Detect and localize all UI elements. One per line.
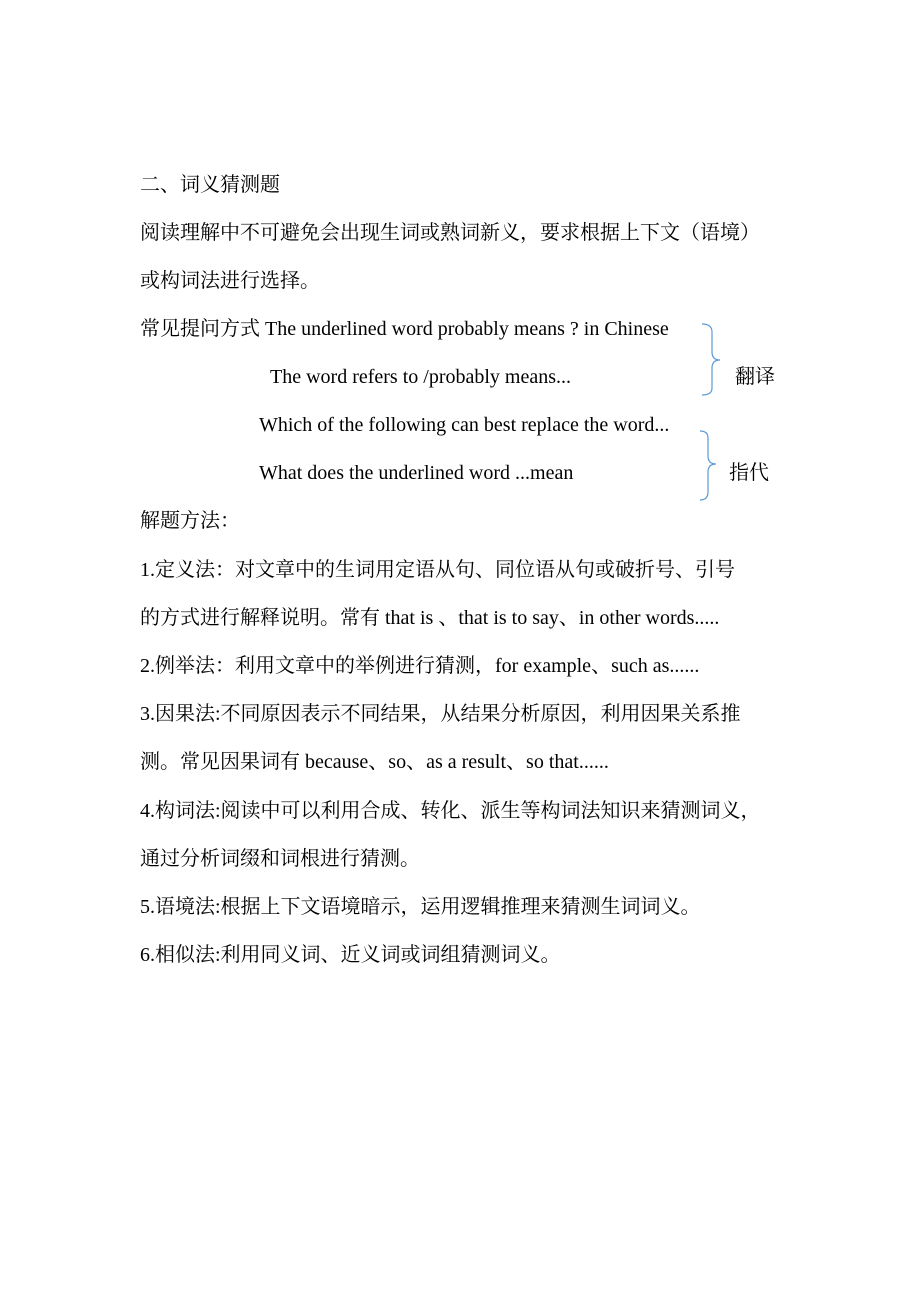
method-line: 通过分析词缀和词根进行猜测。	[140, 848, 420, 870]
method-line: 1.定义法：对文章中的生词用定语从句、同位语从句或破折号、引号	[140, 559, 735, 581]
intro-line-1: 阅读理解中不可避免会出现生词或熟词新义，要求根据上下文（语境）	[140, 222, 760, 244]
question-form-4: What does the underlined word ...mean	[259, 462, 574, 484]
method-line: 测。常见因果词有 because、so、as a result、so that......	[140, 751, 609, 773]
method-line: 5.语境法:根据上下文语境暗示，运用逻辑推理来猜测生词词义。	[140, 896, 701, 918]
method-line: 4.构词法:阅读中可以利用合成、转化、派生等构词法知识来猜测词义，	[140, 800, 761, 822]
method-line: 2.例举法：利用文章中的举例进行猜测，for example、such as......	[140, 655, 700, 677]
brace-label-translation: 翻译	[735, 366, 775, 388]
method-line: 的方式进行解释说明。常有 that is 、that is to say、in other words.....	[140, 607, 720, 629]
methods-title: 解题方法：	[140, 510, 240, 532]
question-form-2: The word refers to /probably means...	[270, 366, 572, 388]
method-line: 6.相似法:利用同义词、近义词或词组猜测词义。	[140, 944, 561, 966]
brace-translation	[700, 320, 730, 400]
intro-line-2: 或构词法进行选择。	[140, 270, 320, 292]
brace-reference	[698, 428, 728, 503]
brace-label-reference: 指代	[729, 462, 769, 484]
method-line: 3.因果法:不同原因表示不同结果，从结果分析原因，利用因果关系推	[140, 703, 741, 725]
section-title: 二、词义猜测题	[140, 174, 280, 196]
question-form-3: Which of the following can best replace the word...	[259, 414, 670, 436]
question-form-lead: 常见提问方式 The underlined word probably means ? in Chinese	[140, 318, 669, 340]
